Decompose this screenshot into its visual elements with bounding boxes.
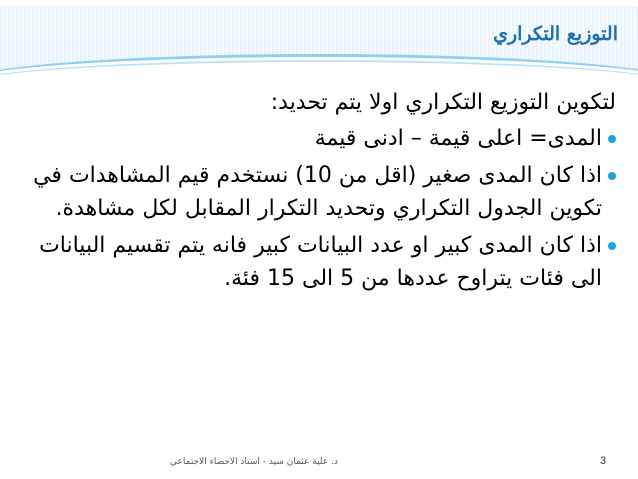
bullet-item [20, 229, 616, 295]
bullet-text: المدى= اعلى قيمة – ادنى قيمة [314, 126, 602, 151]
page-number: 3 [600, 455, 607, 467]
bullet-dot-icon [608, 242, 616, 250]
bullet-dot-icon [608, 135, 616, 143]
bullet-list [20, 122, 616, 295]
bullet-item [20, 122, 616, 155]
intro-text: لتكوين التوزيع التكراري اولا يتم تحديد: [270, 90, 616, 115]
bullet-text: اذا كان المدى صغير (اقل من 10) نستخدم قيم المشاهدات في تكوين الجدول التكراري وتحديد التكرار المقابل لكل مشاهدة. [33, 163, 602, 221]
footer-author: د. علية عثمان سيد - استاذ الاحصاء الاجتماعي [170, 457, 338, 467]
slide-title: التوزيع التكراري [493, 23, 618, 45]
bullet-item [20, 159, 616, 225]
slide-content [20, 88, 616, 295]
bullet-dot-icon [608, 172, 616, 180]
bullet-text: اذا كان المدى كبير او عدد البيانات كبير فانه يتم تقسيم البيانات الى فئات يتراوح عددها من 5 الى 15 فئة. [39, 233, 602, 291]
